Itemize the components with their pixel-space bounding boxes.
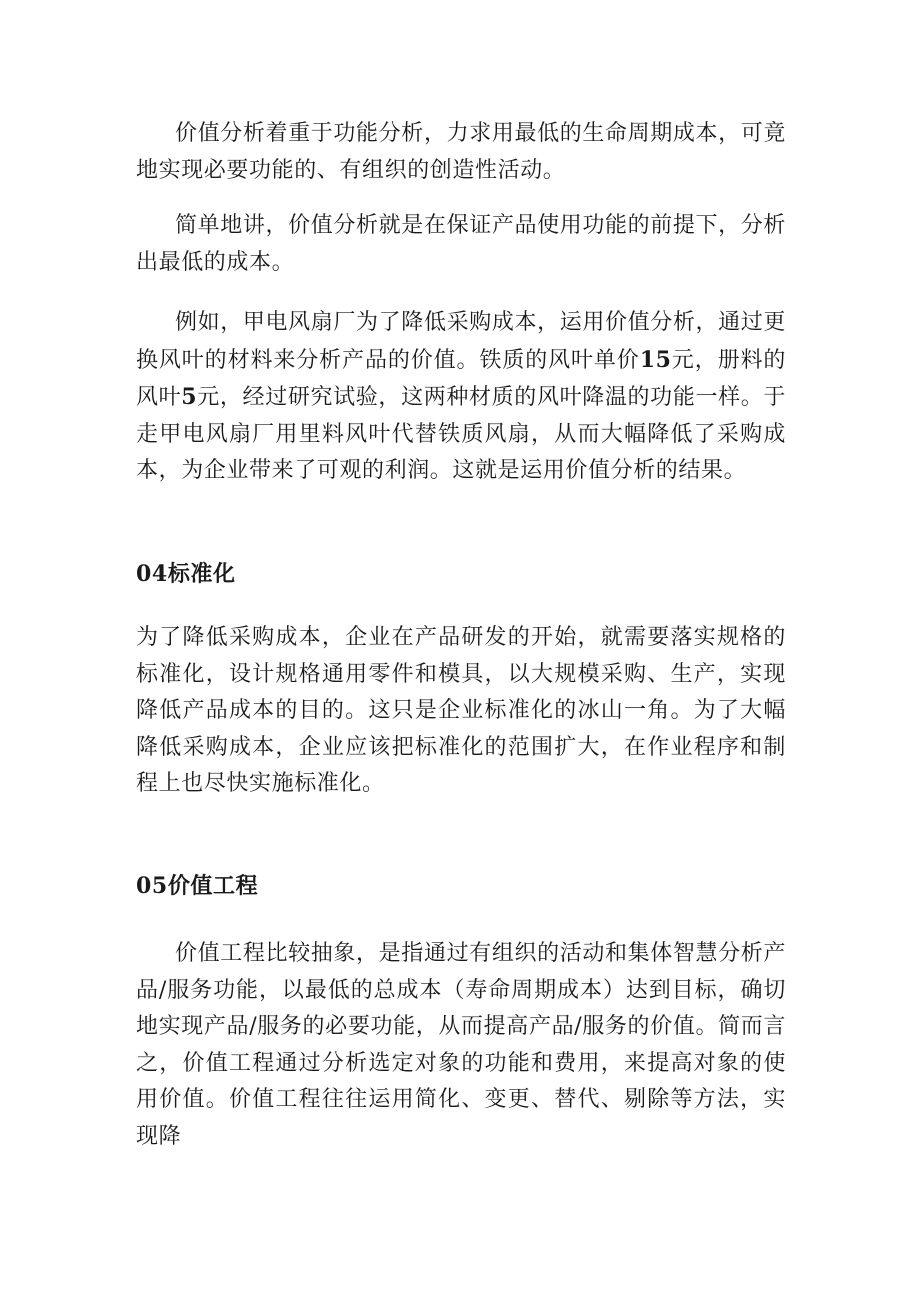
section-heading-value-engineering [136,870,258,902]
section-number-05: 05 [136,873,168,899]
fan-example-text-b: 元，册料的风叶 [136,347,786,410]
fan-example-text-c: 元，经过研究试验，这两种材质的风叶降温的功能一样。于走甲电风扇厂用里料风叶代替铁质风扇，从而大幅降低了采购成本，为企业带来了可观的利润。这就是运用价值分析的结果。 [136,385,786,483]
section-heading-standardization [136,558,236,590]
section-title-value-engineering: 价值工程 [167,873,259,899]
paragraph-value-analysis-intro: 价值分析着重于功能分析，力求用最低的生命周期成本，可竟地实现必要功能的、有组织的创造性活动。 [136,121,786,183]
section-number-04: 04 [136,561,168,587]
paragraph-value-analysis-simple: 简单地讲，价值分析就是在保证产品使用功能的前提下，分析出最低的成本。 [136,213,786,275]
section-title-standardization: 标准化 [167,561,236,587]
paragraph-standardization: 为了降低采购成本，企业在产品研发的开始，就需要落实规格的标准化，设计规格通用零件和模具，以大规模采购、生产，实现降低产品成本的目的。这只是企业标准化的冰山一角。为了大幅降低采购成本，企业应该把标准化的范围扩大，在作业程序和制程上也尽快实施标准化。 [136,625,786,796]
paragraph-value-engineering: 价值工程比较抽象，是指通过有组织的活动和集体智慧分析产品/服务功能，以最低的总成本（寿命周期成本）达到目标，确切地实现产品/服务的必要功能，从而提高产品/服务的价值。简而言之，价值工程通过分析选定对象的功能和费用，来提高对象的使用价值。价值工程往往运用简化、变更、替代、剔除等方法，实现降 [136,941,786,1149]
fan-example-text-a: 例如，甲电风扇厂为了降低采购成本，运用价值分析，通过更换风叶的材料来分析产品的价值。铁质的风叶单价 [136,310,786,373]
fan-example-price-iron: 15 [639,346,672,373]
fan-example-price-alt: 5 [181,384,198,410]
paragraph-fan-example [136,305,786,490]
